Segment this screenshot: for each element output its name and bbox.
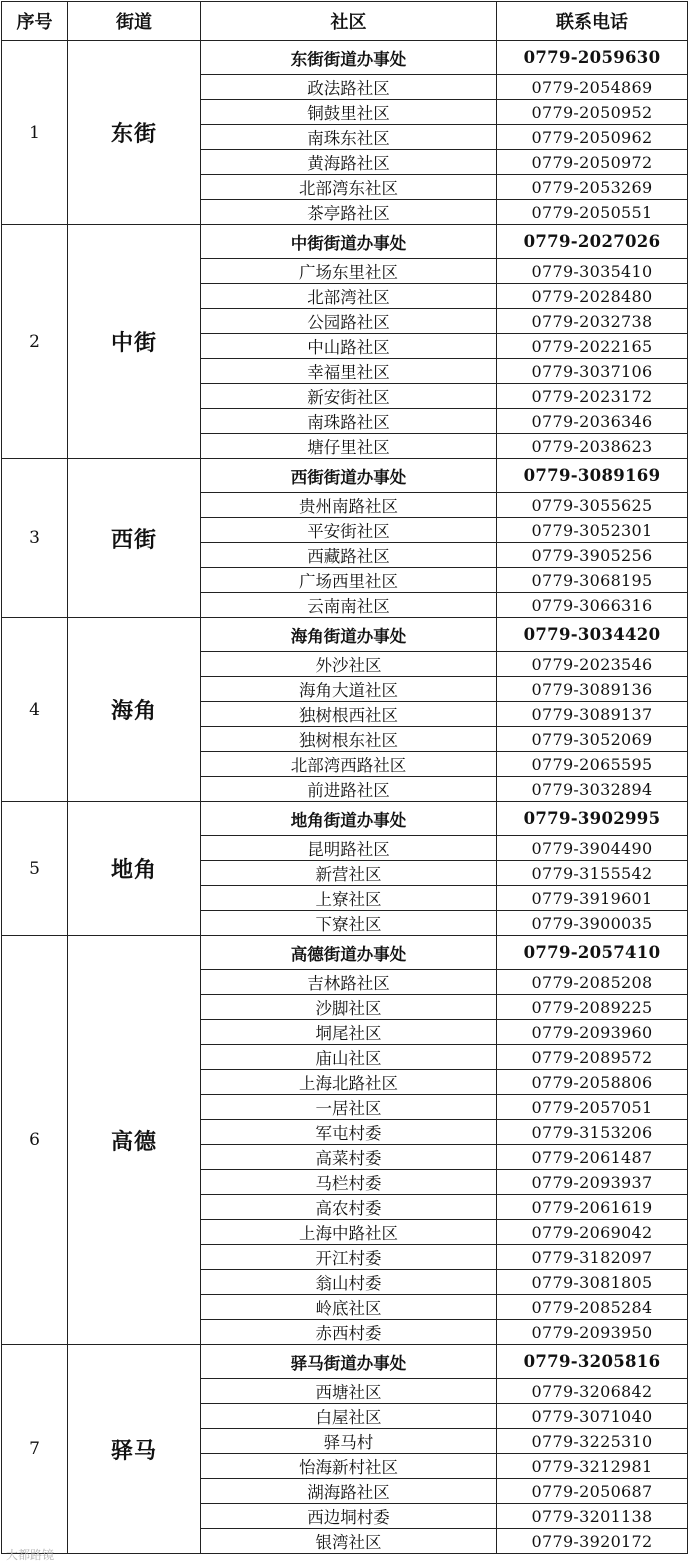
community-name: 外沙社区: [201, 652, 497, 677]
community-name: 北部湾东社区: [201, 175, 497, 200]
phone-number: 0779-3089169: [497, 459, 688, 493]
group-index: 1: [2, 41, 68, 225]
phone-number: 0779-3920172: [497, 1529, 688, 1554]
phone-number: 0779-3155542: [497, 861, 688, 886]
community-name: 高菜村委: [201, 1145, 497, 1170]
phone-number: 0779-3212981: [497, 1454, 688, 1479]
phone-number: 0779-2053269: [497, 175, 688, 200]
community-name: 沙脚社区: [201, 995, 497, 1020]
contact-table: [1, 1, 688, 1554]
phone-number: 0779-2093950: [497, 1320, 688, 1345]
group-index: 7: [2, 1345, 68, 1554]
community-name: 西边垌村委: [201, 1504, 497, 1529]
community-name: 驿马村: [201, 1429, 497, 1454]
community-name: 广场东里社区: [201, 259, 497, 284]
phone-number: 0779-3055625: [497, 493, 688, 518]
phone-number: 0779-2050962: [497, 125, 688, 150]
phone-number: 0779-3905256: [497, 543, 688, 568]
phone-number: 0779-2050972: [497, 150, 688, 175]
community-name: 独树根东社区: [201, 727, 497, 752]
office-row: [2, 1345, 688, 1379]
community-name: 赤西村委: [201, 1320, 497, 1345]
phone-number: 0779-3225310: [497, 1429, 688, 1454]
community-name: 马栏村委: [201, 1170, 497, 1195]
phone-number: 0779-2022165: [497, 334, 688, 359]
phone-number: 0779-3035410: [497, 259, 688, 284]
phone-number: 0779-2050687: [497, 1479, 688, 1504]
street-name: 地角: [68, 802, 201, 936]
community-name: 湖海路社区: [201, 1479, 497, 1504]
community-name: 岭底社区: [201, 1295, 497, 1320]
phone-number: 0779-2057051: [497, 1095, 688, 1120]
community-name: 一居社区: [201, 1095, 497, 1120]
community-name: 吉林路社区: [201, 970, 497, 995]
street-name: 东街: [68, 41, 201, 225]
community-name: 广场西里社区: [201, 568, 497, 593]
phone-number: 0779-3206842: [497, 1379, 688, 1404]
group-index: 5: [2, 802, 68, 936]
phone-number: 0779-2023172: [497, 384, 688, 409]
phone-number: 0779-3066316: [497, 593, 688, 618]
street-name: 驿马: [68, 1345, 201, 1554]
community-name: 塘仔里社区: [201, 434, 497, 459]
office-name: 海角街道办事处: [201, 618, 497, 652]
phone-number: 0779-3089137: [497, 702, 688, 727]
community-name: 西藏路社区: [201, 543, 497, 568]
community-name: 铜鼓里社区: [201, 100, 497, 125]
community-name: 海角大道社区: [201, 677, 497, 702]
community-name: 下寮社区: [201, 911, 497, 936]
community-name: 云南南社区: [201, 593, 497, 618]
community-name: 上海北路社区: [201, 1070, 497, 1095]
office-name: 高德街道办事处: [201, 936, 497, 970]
community-name: 公园路社区: [201, 309, 497, 334]
phone-number: 0779-3153206: [497, 1120, 688, 1145]
community-name: 上海中路社区: [201, 1220, 497, 1245]
phone-number: 0779-2050952: [497, 100, 688, 125]
phone-number: 0779-3052301: [497, 518, 688, 543]
community-name: 平安街社区: [201, 518, 497, 543]
community-name: 茶亭路社区: [201, 200, 497, 225]
office-row: [2, 225, 688, 259]
community-name: 垌尾社区: [201, 1020, 497, 1045]
phone-number: 0779-3071040: [497, 1404, 688, 1429]
community-name: 南珠路社区: [201, 409, 497, 434]
office-name: 东街街道办事处: [201, 41, 497, 75]
community-name: 南珠东社区: [201, 125, 497, 150]
header-street: 街道: [68, 2, 201, 41]
community-name: 昆明路社区: [201, 836, 497, 861]
phone-number: 0779-3032894: [497, 777, 688, 802]
phone-number: 0779-3900035: [497, 911, 688, 936]
phone-number: 0779-2061487: [497, 1145, 688, 1170]
phone-number: 0779-2089225: [497, 995, 688, 1020]
phone-number: 0779-2038623: [497, 434, 688, 459]
table-body: [2, 41, 688, 1554]
phone-number: 0779-2032738: [497, 309, 688, 334]
phone-number: 0779-3037106: [497, 359, 688, 384]
community-name: 独树根西社区: [201, 702, 497, 727]
community-name: 银湾社区: [201, 1529, 497, 1554]
phone-number: 0779-2093937: [497, 1170, 688, 1195]
phone-number: 0779-3068195: [497, 568, 688, 593]
phone-number: 0779-3081805: [497, 1270, 688, 1295]
phone-number: 0779-3201138: [497, 1504, 688, 1529]
community-name: 开江村委: [201, 1245, 497, 1270]
community-name: 幸福里社区: [201, 359, 497, 384]
community-name: 新安街社区: [201, 384, 497, 409]
community-name: 庙山社区: [201, 1045, 497, 1070]
office-row: [2, 41, 688, 75]
phone-number: 0779-2085284: [497, 1295, 688, 1320]
community-name: 白屋社区: [201, 1404, 497, 1429]
phone-number: 0779-2050551: [497, 200, 688, 225]
community-name: 北部湾西路社区: [201, 752, 497, 777]
community-name: 翁山村委: [201, 1270, 497, 1295]
phone-number: 0779-3904490: [497, 836, 688, 861]
community-name: 北部湾社区: [201, 284, 497, 309]
office-name: 中街街道办事处: [201, 225, 497, 259]
office-name: 地角街道办事处: [201, 802, 497, 836]
phone-number: 0779-2036346: [497, 409, 688, 434]
street-name: 西街: [68, 459, 201, 618]
phone-number: 0779-2027026: [497, 225, 688, 259]
phone-number: 0779-3034420: [497, 618, 688, 652]
phone-number: 0779-2058806: [497, 1070, 688, 1095]
community-name: 前进路社区: [201, 777, 497, 802]
community-name: 黄海路社区: [201, 150, 497, 175]
community-name: 军屯村委: [201, 1120, 497, 1145]
office-row: [2, 802, 688, 836]
community-name: 怡海新村社区: [201, 1454, 497, 1479]
street-name: 中街: [68, 225, 201, 459]
group-index: 6: [2, 936, 68, 1345]
group-index: 3: [2, 459, 68, 618]
street-name: 海角: [68, 618, 201, 802]
phone-number: 0779-2061619: [497, 1195, 688, 1220]
phone-number: 0779-2085208: [497, 970, 688, 995]
office-name: 西街街道办事处: [201, 459, 497, 493]
phone-number: 0779-3052069: [497, 727, 688, 752]
community-name: 西塘社区: [201, 1379, 497, 1404]
street-name: 高德: [68, 936, 201, 1345]
phone-number: 0779-2059630: [497, 41, 688, 75]
header-phone: 联系电话: [497, 2, 688, 41]
community-name: 新营社区: [201, 861, 497, 886]
phone-number: 0779-2093960: [497, 1020, 688, 1045]
header-row: [2, 2, 688, 41]
community-name: 上寮社区: [201, 886, 497, 911]
phone-number: 0779-3182097: [497, 1245, 688, 1270]
watermark: 大都路镜: [6, 1548, 55, 1562]
phone-number: 0779-3205816: [497, 1345, 688, 1379]
office-row: [2, 618, 688, 652]
phone-number: 0779-2023546: [497, 652, 688, 677]
phone-number: 0779-2065595: [497, 752, 688, 777]
office-row: [2, 459, 688, 493]
community-name: 政法路社区: [201, 75, 497, 100]
community-name: 中山路社区: [201, 334, 497, 359]
community-name: 贵州南路社区: [201, 493, 497, 518]
group-index: 2: [2, 225, 68, 459]
phone-number: 0779-2089572: [497, 1045, 688, 1070]
header-index: 序号: [2, 2, 68, 41]
phone-number: 0779-2054869: [497, 75, 688, 100]
group-index: 4: [2, 618, 68, 802]
office-name: 驿马街道办事处: [201, 1345, 497, 1379]
phone-number: 0779-3089136: [497, 677, 688, 702]
phone-number: 0779-2028480: [497, 284, 688, 309]
phone-number: 0779-2069042: [497, 1220, 688, 1245]
phone-number: 0779-3919601: [497, 886, 688, 911]
phone-number: 0779-3902995: [497, 802, 688, 836]
office-row: [2, 936, 688, 970]
community-name: 高农村委: [201, 1195, 497, 1220]
header-community: 社区: [201, 2, 497, 41]
phone-number: 0779-2057410: [497, 936, 688, 970]
